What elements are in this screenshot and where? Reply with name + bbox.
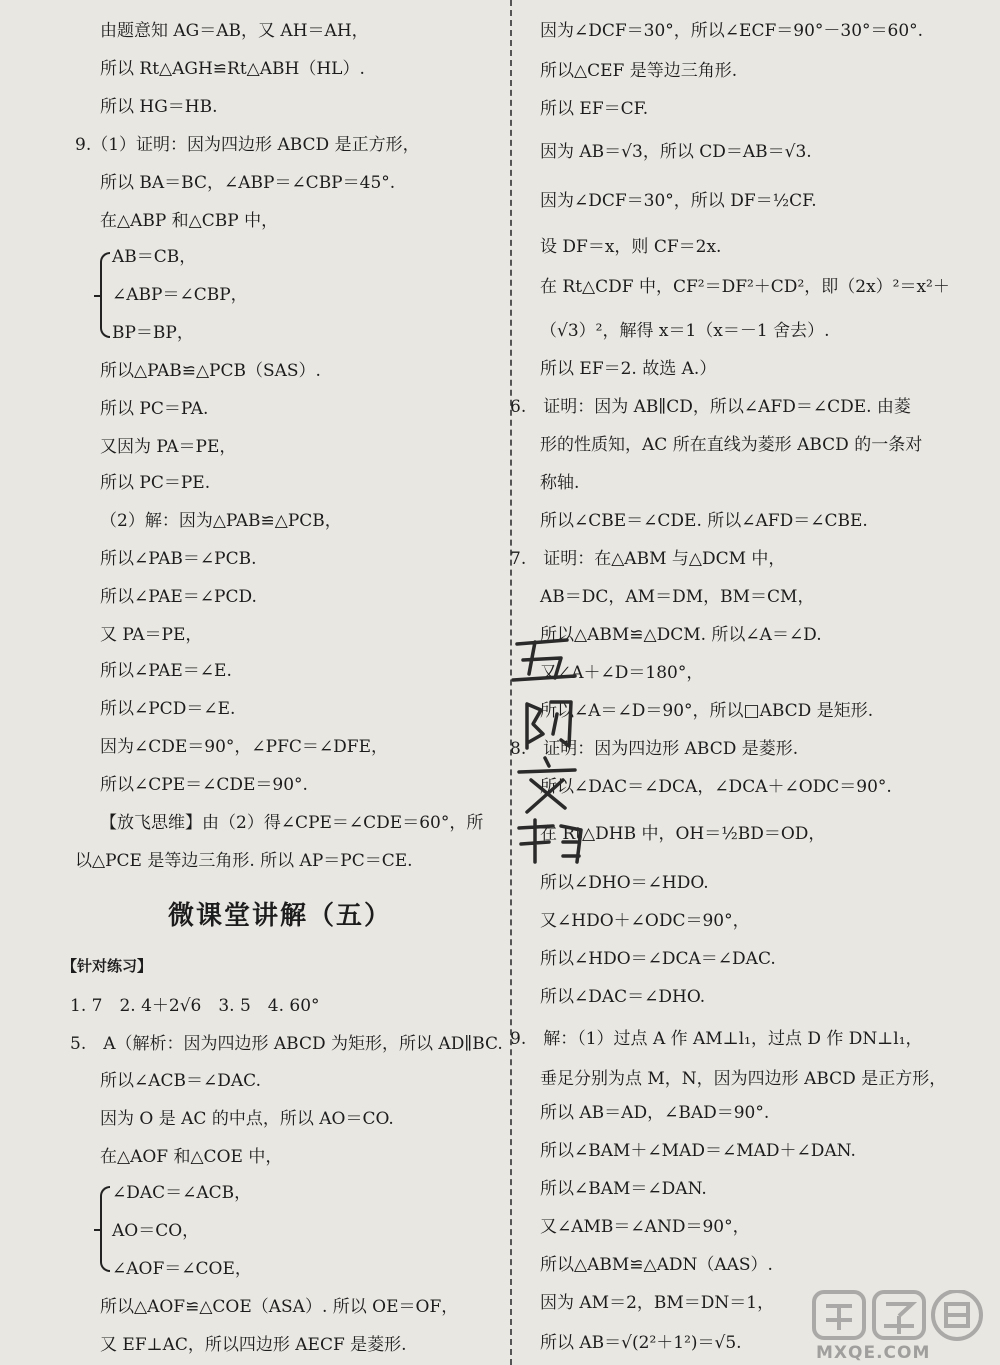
text-line: 所以△CEF 是等边三角形. <box>540 61 738 81</box>
text-line: ∠ABP＝∠CBP， <box>112 285 248 305</box>
text-line: 在 Rt△CDF 中，CF²＝DF²＋CD²，即（2x）²＝x²＋ <box>540 277 950 297</box>
text-line: 因为 AM＝2，BM＝DN＝1， <box>540 1293 775 1313</box>
text-line: 所以∠CPE＝∠CDE＝90°. <box>100 775 308 795</box>
text-line: （√3）²，解得 x＝1（x＝－1 舍去）. <box>540 321 830 341</box>
text-line: 所以∠DAC＝∠DHO. <box>540 987 706 1007</box>
text-line: 所以 HG＝HB. <box>100 97 218 117</box>
text-line: ∠AOF＝∠COE， <box>112 1259 252 1279</box>
text-line: 所以∠BAM＝∠DAN. <box>540 1179 707 1199</box>
text-line: 又∠HDO＋∠ODC＝90°， <box>540 911 750 931</box>
text-line: 设 DF＝x，则 CF＝2x. <box>540 237 722 257</box>
text-line: 所以 Rt△AGH≌Rt△ABH（HL）. <box>100 59 365 79</box>
text-line: 又 EF⊥AC，所以四边形 AECF 是菱形. <box>100 1335 407 1355</box>
text-line: 所以∠PAB＝∠PCB. <box>100 549 257 569</box>
system-brace <box>100 1186 110 1272</box>
text-line: 所以∠PAE＝∠E. <box>100 661 232 681</box>
text-line: 所以 PC＝PE. <box>100 473 211 493</box>
text-line: 所以 EF＝CF. <box>540 99 649 119</box>
text-line: 在 Rt△DHB 中，OH＝½BD＝OD， <box>540 824 826 844</box>
text-line: 垂足分别为点 M，N，因为四边形 ABCD 是正方形， <box>540 1069 947 1089</box>
text-line: 以△PCE 是等边三角形. 所以 AP＝PC＝CE. <box>75 851 413 871</box>
svg-text:MXQE.COM: MXQE.COM <box>816 1343 931 1362</box>
text-line: 称轴. <box>540 473 580 493</box>
system-brace <box>100 252 110 338</box>
handwriting-mark <box>505 630 595 870</box>
text-line: 因为 O 是 AC 的中点，所以 AO＝CO. <box>100 1109 394 1129</box>
text-line: 所以∠PAE＝∠PCD. <box>100 587 257 607</box>
text-line: 所以 EF＝2. 故选 A.） <box>540 359 717 379</box>
text-line: 所以△PAB≌△PCB（SAS）. <box>100 361 321 381</box>
text-line: 8. 证明：因为四边形 ABCD 是菱形. <box>510 739 799 759</box>
text-line: 所以 AB＝√(2²＋1²)＝√5. <box>540 1333 742 1353</box>
text-line: AB＝CB， <box>112 247 197 267</box>
text-line: 所以△ABM≌△ADN（AAS）. <box>540 1255 773 1275</box>
text-line: 所以∠PCD＝∠E. <box>100 699 236 719</box>
text-line: 因为∠CDE＝90°，∠PFC＝∠DFE， <box>100 737 388 757</box>
text-line: 所以△AOF≌△COE（ASA）. 所以 OE＝OF， <box>100 1297 459 1317</box>
text-line: 在△AOF 和△COE 中， <box>100 1147 283 1167</box>
text-line: 因为∠DCF＝30°，所以∠ECF＝90°－30°＝60°. <box>540 21 924 41</box>
text-line: 所以 BA＝BC，∠ABP＝∠CBP＝45°. <box>100 173 396 193</box>
practice-label: 【针对练习】 <box>62 957 153 975</box>
text-line: 6. 证明：因为 AB∥CD，所以∠AFD＝∠CDE. 由菱 <box>510 397 911 417</box>
text-line: 所以∠DAC＝∠DCA，∠DCA＋∠ODC＝90°. <box>540 777 892 797</box>
text-line: 在△ABP 和△CBP 中， <box>100 211 279 231</box>
text-line: 所以 AB＝AD，∠BAD＝90°. <box>540 1103 770 1123</box>
text-line: 由题意知 AG＝AB，又 AH＝AH， <box>100 21 369 41</box>
text-line: 9. 解：（1）过点 A 作 AM⊥l₁，过点 D 作 DN⊥l₁， <box>510 1029 923 1049</box>
answers-line: 1. 7 2. 4＋2√6 3. 5 4. 60° <box>70 996 320 1016</box>
text-line: BP＝BP， <box>112 323 194 343</box>
text-line: 所以 PC＝PA. <box>100 399 209 419</box>
section-title: 微课堂讲解（五） <box>167 901 392 931</box>
text-line: 所以∠BAM＋∠MAD＝∠MAD＋∠DAN. <box>540 1141 856 1161</box>
text-line: 所以∠CBE＝∠CDE. 所以∠AFD＝∠CBE. <box>540 511 868 531</box>
text-line: 因为 AB＝√3，所以 CD＝AB＝√3. <box>540 142 812 162</box>
text-line: AO＝CO， <box>112 1221 200 1241</box>
text-line: 【放飞思维】由（2）得∠CPE＝∠CDE＝60°，所 <box>100 813 484 833</box>
text-line: 9.（1）证明：因为四边形 ABCD 是正方形， <box>75 135 420 155</box>
text-line: 所以∠HDO＝∠DCA＝∠DAC. <box>540 949 776 969</box>
text-line: 形的性质知，AC 所在直线为菱形 ABCD 的一条对 <box>540 435 923 455</box>
text-line: 因为∠DCF＝30°，所以 DF＝½CF. <box>540 191 817 211</box>
text-line: 所以∠ACB＝∠DAC. <box>100 1071 261 1091</box>
text-line: 又因为 PA＝PE， <box>100 437 237 457</box>
text-line: AB＝DC，AM＝DM，BM＝CM， <box>540 587 815 607</box>
text-line: ∠DAC＝∠ACB， <box>112 1183 252 1203</box>
watermark-logo <box>812 1290 987 1362</box>
text-line: 7. 证明：在△ABM 与△DCM 中， <box>510 549 786 569</box>
text-line: 又∠A＋∠D＝180°， <box>540 663 704 683</box>
text-line: （2）解：因为△PAB≌△PCB， <box>100 511 342 531</box>
text-line: 又∠AMB＝∠AND＝90°， <box>540 1217 750 1237</box>
text-line: 所以∠A＝∠D＝90°，所以□ABCD 是矩形. <box>540 701 874 721</box>
text-line: 所以∠DHO＝∠HDO. <box>540 873 709 893</box>
text-line: 所以△ABM≌△DCM. 所以∠A＝∠D. <box>540 625 822 645</box>
text-line: 又 PA＝PE， <box>100 625 203 645</box>
text-line: 5. A（解析：因为四边形 ABCD 为矩形，所以 AD∥BC. <box>70 1034 503 1054</box>
